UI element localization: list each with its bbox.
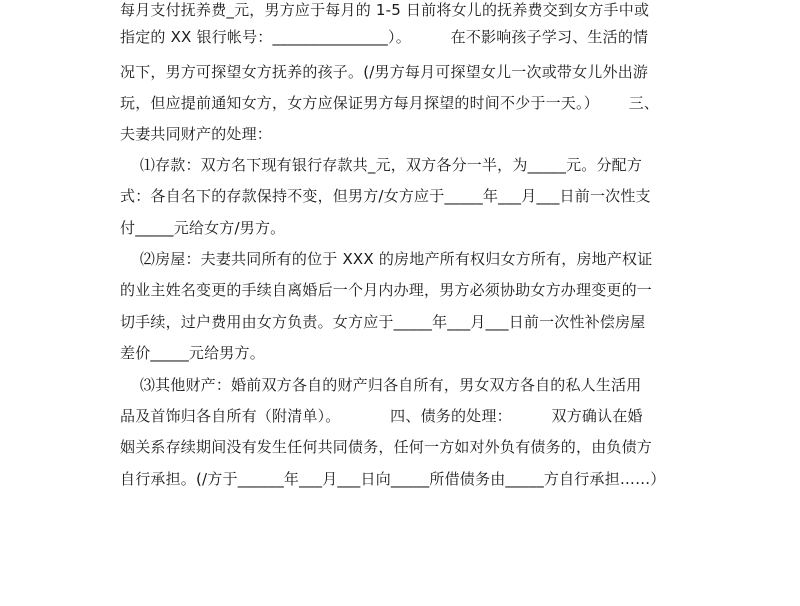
text-line: 自行承担。(/方于______年___月___日向_____所借债务由_____方自行承担……）	[120, 470, 666, 488]
text-line: ⑴存款：双方名下现有银行存款共_元，双方各分一半，为_____元。分配方	[120, 156, 643, 174]
text-line: ⑶其他财产：婚前双方各自的财产归各自所有，男女双方各自的私人生活用	[120, 376, 642, 394]
text-line: 差价_____元给男方。	[120, 344, 265, 362]
text-line: 姻关系存续期间没有发生任何共同债务，任何一方如对外负有债务的，由负债方	[120, 438, 653, 456]
text-line: 指定的 XX 银行帐号：_______________）。 在不影响孩子学习、生活的情	[120, 28, 649, 46]
text-line: 玩，但应提前通知女方，女方应保证男方每月探望的时间不少于一天。） 三、	[120, 94, 660, 112]
text-line: 式：各自名下的存款保持不变，但男方/女方应于_____年___月___日前一次性支	[120, 187, 651, 205]
text-line: 品及首饰归各自所有（附清单）。 四、债务的处理： 双方确认在婚	[120, 407, 643, 425]
section-heading: 夫妻共同财产的处理：	[120, 125, 273, 143]
text-line: 的业主姓名变更的手续自离婚后一个月内办理，男方必须协助女方办理变更的一	[120, 281, 653, 299]
text-line: 况下，男方可探望女方抚养的孩子。(/男方每月可探望女儿一次或带女儿外出游	[120, 63, 649, 81]
text-line: 付_____元给女方/男方。	[120, 219, 286, 237]
text-line: 每月支付抚养费_元，男方应于每月的 1-5 日前将女儿的抚养费交到女方手中或	[120, 1, 650, 19]
text-line: 切手续，过户费用由女方负责。女方应于_____年___月___日前一次性补偿房屋	[120, 313, 646, 331]
text-line: ⑵房屋：夫妻共同所有的位于 XXX 的房地产所有权归女方所有，房地产权证	[120, 250, 653, 268]
